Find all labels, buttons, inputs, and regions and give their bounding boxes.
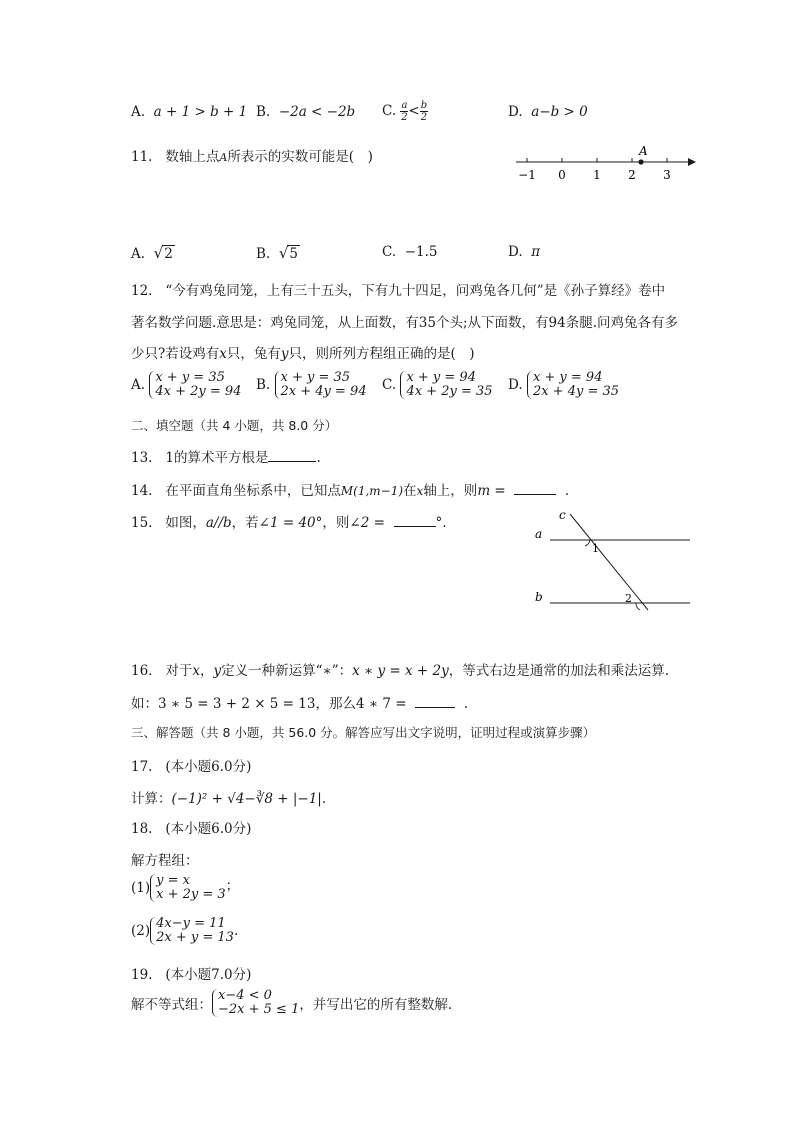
number-line-figure [510, 140, 700, 188]
number-line-tick-label: 2 [628, 168, 636, 182]
label-angle1: 1 [592, 542, 599, 555]
number-line-tick-label: 0 [558, 168, 566, 182]
q10-option-b: B. −2a < −2b [256, 104, 356, 120]
q11-option-b: B. √5 [256, 244, 298, 262]
q10-option-d: D. a−b > 0 [508, 104, 588, 120]
number-line-tick-label: 1 [593, 168, 601, 182]
q17-header: 17. (本小题6.0分) [131, 759, 252, 775]
q13-answer-blank[interactable] [268, 461, 316, 462]
q12-option-b: B. x + y = 35 2x + 4y = 94 [256, 370, 367, 399]
q18-part1: (1) y = x x + 2y = 3； [131, 873, 240, 902]
label-c: c [559, 508, 566, 522]
label-angle2: 2 [625, 592, 632, 605]
q17-body: 计算：(−1)² + √4−∛8 + |−1|. [131, 791, 327, 807]
q18-label: 解方程组： [131, 853, 199, 869]
number-line-tick-label: −1 [518, 168, 536, 182]
q18-part2: (2) 4x−y = 11 2x + y = 13. [131, 916, 239, 945]
q19-body: 解不等式组：x−4 < 0 −2x + 5 ≤ 1，并写出它的所有整数解. [131, 988, 453, 1017]
q11-stem: 11. 数轴上点A所表示的实数可能是( ) [131, 149, 373, 165]
point-a-marker [638, 159, 643, 164]
q18-header: 18. (本小题6.0分) [131, 821, 252, 837]
q15-answer-blank[interactable] [394, 526, 436, 527]
q10-option-a: A. a + 1 > b + 1 [131, 104, 248, 120]
point-a-label: A [639, 144, 648, 158]
q13: 13. 1的算术平方根是 . [131, 450, 321, 466]
q12-option-a: A. x + y = 35 4x + 2y = 94 [131, 370, 242, 399]
q11-option-d: D. π [508, 244, 541, 260]
angle2-arc [636, 603, 640, 610]
q16-line1: 16. 对于x，y定义一种新运算“∗”：x ∗ y = x + 2y，等式右边是通常的加法和乘法运算. [131, 663, 670, 679]
angle1-arc [585, 540, 590, 546]
q12-line2: 著名数学问题.意思是：鸡兔同笼，从上面数，有35个头;从下面数，有94条腿.问鸡兔各有多 [131, 315, 679, 331]
q16-answer-blank[interactable] [415, 707, 455, 708]
q12-line1: 12. “今有鸡兔同笼，上有三十五头，下有九十四足，问鸡兔各几何”是《孙子算经》卷中 [131, 283, 666, 299]
q15: 15. 如图，a//b，若∠1 = 40°，则∠2 = °. [131, 515, 447, 531]
q16-line2: 如：3 ∗ 5 = 3 + 2 × 5 = 13，那么4 ∗ 7 = . [131, 696, 468, 712]
q11-option-c: C. −1.5 [382, 244, 438, 260]
label-b: b [535, 590, 543, 604]
line-c [570, 514, 648, 610]
q19-header: 19. (本小题7.0分) [131, 967, 252, 983]
section3-title: 三、解答题（共 8 小题，共 56.0 分。解答应写出文字说明，证明过程或演算步骤） [131, 725, 596, 740]
number-line-tick-label: 3 [663, 168, 671, 182]
number-line-arrow [688, 158, 696, 166]
q12-option-c: C. x + y = 94 4x + 2y = 35 [382, 370, 493, 399]
parallel-lines-figure [530, 506, 695, 614]
label-a: a [535, 527, 543, 541]
q11-option-a: A. √2 [131, 244, 173, 262]
q14-answer-blank[interactable] [514, 494, 556, 495]
section2-title: 二、填空题（共 4 小题，共 8.0 分） [131, 418, 338, 433]
q14: 14. 在平面直角坐标系中，已知点M(1,m−1)在x轴上，则m = . [131, 483, 570, 499]
q12-line3: 少只?若设鸡有x只，兔有y只，则所列方程组正确的是( ) [131, 346, 475, 362]
q10-option-c: C. $\frac{a}{2}$ < $\frac{b}{2}$ [382, 100, 428, 123]
q12-option-d: D. x + y = 94 2x + 4y = 35 [508, 370, 620, 399]
